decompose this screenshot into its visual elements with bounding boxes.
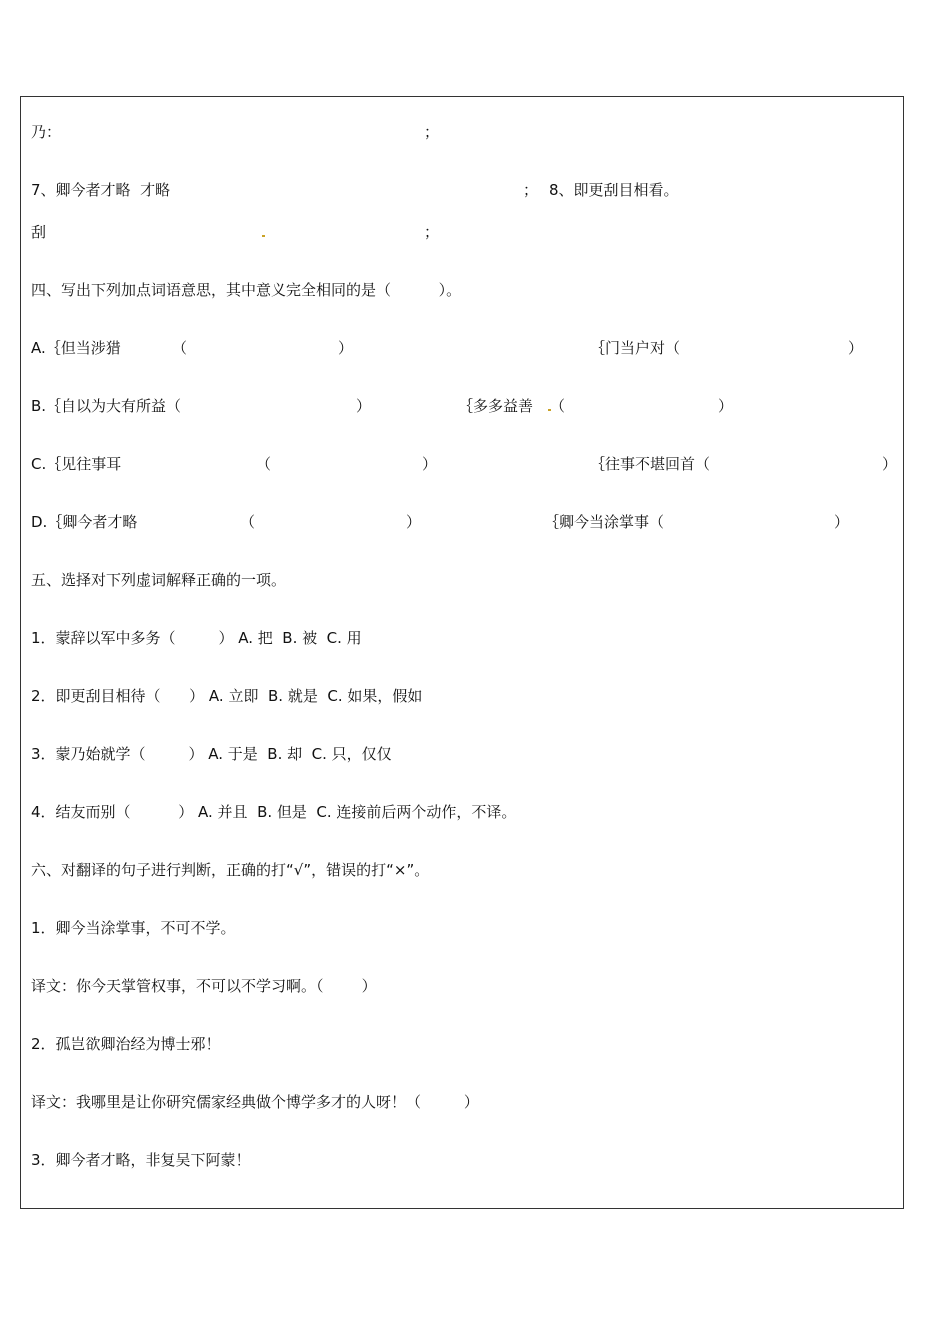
question-1: 1．蒙辞以军中多务（ ） A. 把 B. 被 C. 用 [31,629,362,647]
paren-close: ） [356,397,372,415]
paren-open: （ [256,455,272,473]
sentence-2: 2．孤岂欲卿治经为博士邪！ [31,1035,221,1053]
line-gua: 刮 [31,223,47,241]
option-a-right: ｛门当户对（ [590,339,681,357]
option-d-right: ｛卿今当涂掌事（ [544,513,665,531]
section-six-heading: 六、对翻译的句子进行判断，正确的打“√”，错误的打“×”。 [31,861,430,879]
line-q7: 7、卿今者才略 才略 [31,181,171,199]
paren-open: （ [240,513,256,531]
translation-1: 译文：你今天掌管权事，不可以不学习啊。（ ） [31,977,377,995]
paren-open: （ [172,339,188,357]
paren-close: ） [406,513,422,531]
semicolon: ； [424,123,440,141]
emphasis-dot [262,235,265,237]
semicolon: ； [523,181,539,199]
question-4: 4．结友而别（ ） A. 并且 B. 但是 C. 连接前后两个动作，不译。 [31,803,517,821]
paren-close: ） [338,339,354,357]
paren-open: （ [550,397,566,415]
option-c-right: ｛往事不堪回首（ [590,455,711,473]
option-b-left: B.｛自以为大有所益（ [31,397,182,415]
option-c-left: C.｛见往事耳 [31,455,122,473]
sentence-1: 1．卿今当涂掌事，不可不学。 [31,919,236,937]
paren-close: ） [718,397,734,415]
question-2: 2．即更刮目相待（ ） A. 立即 B. 就是 C. 如果，假如 [31,687,423,705]
option-d-left: D.｛卿今者才略 [31,513,138,531]
semicolon: ； [424,223,440,241]
option-b-right: ｛多多益善 [458,397,534,415]
sentence-3: 3．卿今者才略，非复吴下阿蒙！ [31,1151,251,1169]
paren-close: ） [882,455,898,473]
section-five-heading: 五、选择对下列虚词解释正确的一项。 [31,571,287,589]
translation-2: 译文：我哪里是让你研究儒家经典做个博学多才的人呀！（ ） [31,1093,479,1111]
question-3: 3．蒙乃始就学（ ） A. 于是 B. 却 C. 只，仅仅 [31,745,392,763]
section-four-heading: 四、写出下列加点词语意思，其中意义完全相同的是（ ）。 [31,281,462,299]
paren-close: ） [848,339,864,357]
paren-close: ） [834,513,850,531]
line-q8: 8、即更刮目相看。 [549,181,679,199]
line-nai: 乃： [31,123,62,141]
paren-close: ） [422,455,438,473]
option-a-left: A.｛但当涉猎 [31,339,121,357]
